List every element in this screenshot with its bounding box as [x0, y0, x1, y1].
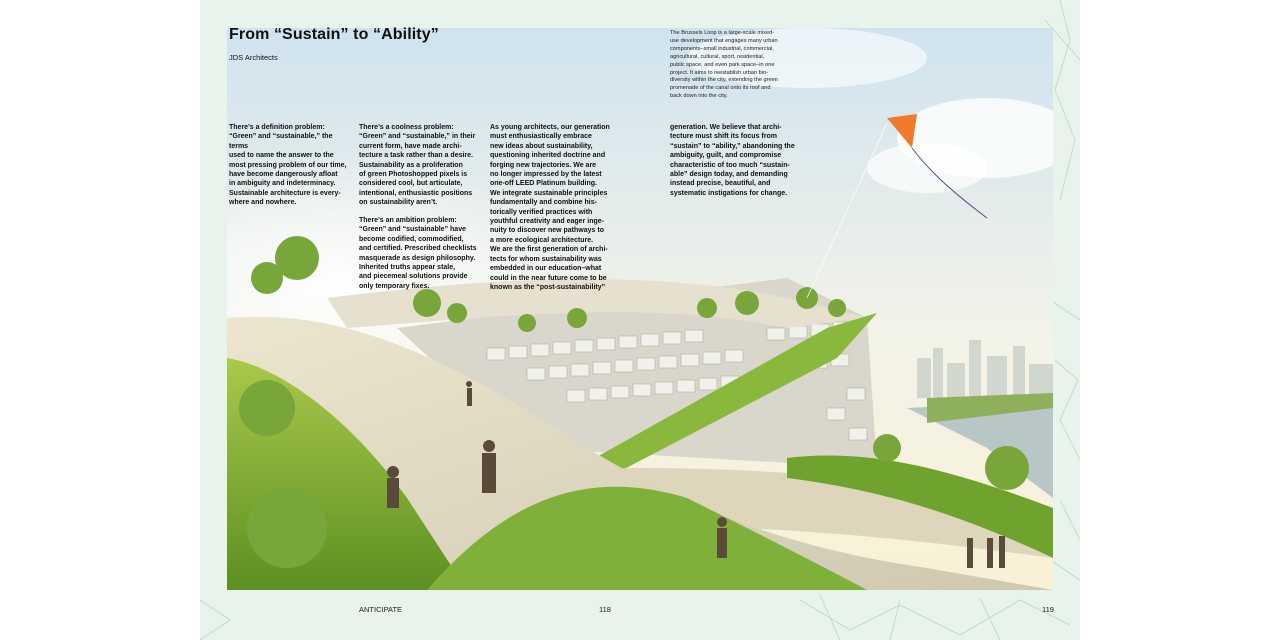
magazine-spread — [200, 0, 1080, 640]
body-column-1: There’s a definition problem: “Green” and “sustainable,” the terms used to name the answer to the most pressing problem of our time, have become dangerously afloat in ambiguity and indeterminacy. Sustainable architecture is every- where and nowhere. — [229, 124, 347, 207]
body-column-4: generation. We believe that archi- tecture must shift its focus from “sustain” to “ability,” abandoning the ambiguity, guilt, and compromise characteristic of too much “sustain- able” design today, and demanding instead precise, beautiful, and systematic instigations for change. — [670, 124, 795, 197]
body-column-3: As young architects, our generation must enthusiastically embrace new ideas about sustainability, questioning inherited doctrine and forging new trajectories. We are no longer impressed by the latest one-off LEED Platinum building. We integrate sustainable principles fundamentally and combine his- torically verified practices with youthful creativity and eager inge- nuity to discover new pathways to a more ecological architecture. We are the first generation of archi- tects for whom sustainability was embedded in our education–what could in the near future come to be known as the “post-sustainability” — [490, 124, 610, 291]
left-page-number: 118 — [599, 605, 611, 614]
body-column-2a: There’s a coolness problem: “Green” and “sustainable,” in their current form, have made archi- tecture a task rather than a desire. Sustainability as a proliferation of green Photoshopped pixels is considered cool, but articulate, intentional, enthusiastic positions on sustainability aren’t. — [359, 124, 476, 207]
article-title: From “Sustain” to “Ability” — [229, 26, 439, 43]
article-author: JDS Architects — [229, 53, 278, 62]
section-label: ANTICIPATE — [359, 605, 403, 614]
architecture-rendering — [227, 28, 1053, 590]
body-column-2b: There’s an ambition problem: “Green” and “sustainable” have become codified, commodified, and certified. Prescribed checklists masquerade as design philosophy. Inherited truths appear stale, and piecemeal solutions provide only temporary fixes. — [359, 217, 477, 290]
image-caption: The Brussels Loop is a large-scale mixed- use development that engages many urban components–small industrial, commercial, agricultural, cultural, sport, residential, public space, and even park space–in one project. It aims to reestablish urban bio- diversity within the city, extending the green promenade of the canal onto its roof and back down into the city. — [670, 30, 778, 100]
right-page-number: 119 — [1042, 605, 1054, 614]
